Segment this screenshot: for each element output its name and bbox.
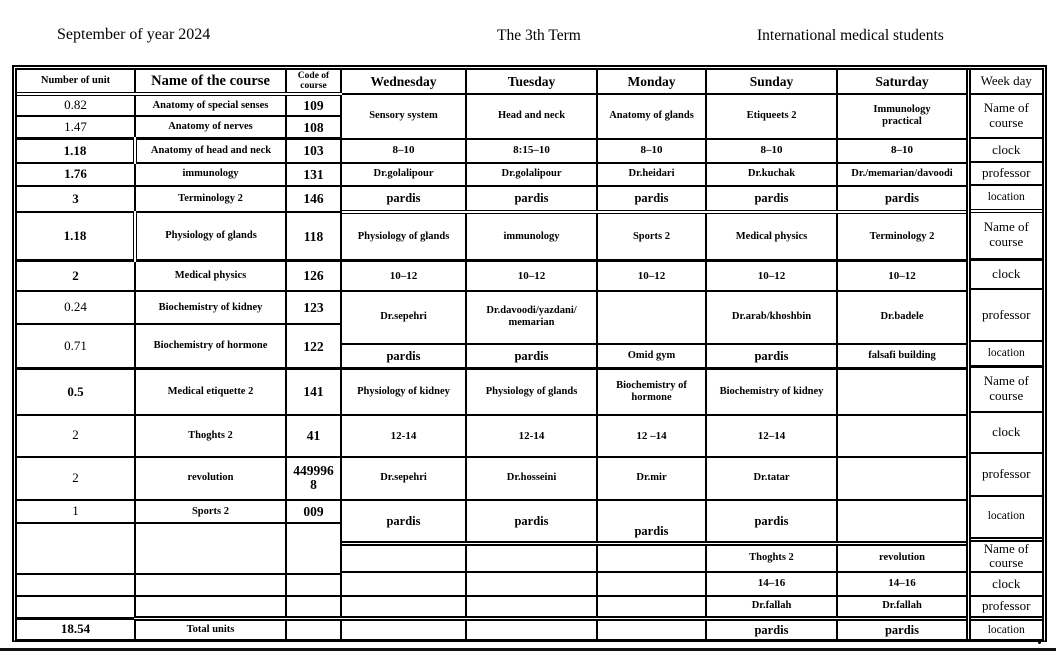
schedule-time-cell: 8–10 (597, 139, 706, 163)
schedule-time-cell: 10–12 (837, 261, 966, 291)
title-term: The 3th Term (497, 27, 581, 44)
schedule-professor-cell: Dr.tatar (706, 457, 837, 500)
weekday-label-location: location (969, 618, 1042, 639)
schedule-location-cell (837, 500, 966, 543)
course-name-cell: Physiology of glands (135, 212, 286, 260)
schedule-professor-cell: Dr.davoodi/yazdani/ memarian (466, 291, 597, 343)
unit-value-cell: 2 (17, 457, 135, 500)
schedule-course-cell: Terminology 2 (837, 212, 966, 260)
schedule-location-cell: pardis (837, 618, 966, 639)
schedule-professor-cell: Dr.badele (837, 291, 966, 343)
schedule-professor-cell: Dr.golalipour (466, 163, 597, 186)
schedule-location-cell: pardis (597, 186, 706, 212)
col-header-course-code: Code of course (286, 70, 341, 94)
schedule-location-cell: pardis (342, 186, 466, 212)
schedule-location-cell: Omid gym (597, 344, 706, 369)
schedule-time-cell: 10–12 (466, 261, 597, 291)
schedule-professor-cell: Dr.heidari (597, 163, 706, 186)
schedule-table (342, 70, 966, 639)
unit-value-cell: 0.5 (17, 369, 135, 415)
schedule-time-cell: 8:15–10 (466, 139, 597, 163)
col-header-unit: Number of unit (17, 70, 135, 94)
course-name-cell: Medical etiquette 2 (135, 369, 286, 415)
schedule-professor-cell: Dr.arab/khoshbin (706, 291, 837, 343)
col-header-saturday: Saturday (837, 70, 966, 94)
schedule-professor-cell: Dr.kuchak (706, 163, 837, 186)
course-code-cell: 41 (286, 415, 341, 456)
col-header-sunday: Sunday (706, 70, 837, 94)
weekday-label-name: Name of course (969, 211, 1042, 259)
course-code-cell: 122 (286, 324, 341, 368)
weekday-label-location: location (969, 496, 1042, 539)
schedule-time-cell (342, 572, 466, 596)
weekday-label-table (966, 70, 1042, 639)
schedule-professor-cell: Dr.fallah (837, 596, 966, 618)
course-name-cell: Sports 2 (135, 500, 286, 523)
empty-cell (17, 596, 135, 618)
schedule-time-cell: 10–12 (597, 261, 706, 291)
course-code-cell: 103 (286, 139, 341, 163)
timetable (12, 65, 1047, 642)
schedule-professor-cell (342, 596, 466, 618)
schedule-time-cell: 12 –14 (597, 415, 706, 456)
unit-value-cell: 1.18 (17, 212, 135, 260)
weekday-label-professor: professor (969, 596, 1042, 618)
schedule-time-cell: 10–12 (342, 261, 466, 291)
course-name-cell: Biochemistry of hormone (135, 324, 286, 368)
weekday-label-clock: clock (969, 138, 1042, 162)
total-units-label: Total units (135, 618, 286, 639)
schedule-location-cell: pardis (706, 186, 837, 212)
unit-value-cell: 2 (17, 261, 135, 291)
course-code-cell: 141 (286, 369, 341, 415)
schedule-time-cell (837, 415, 966, 456)
schedule-course-cell: Biochemistry of hormone (597, 369, 706, 415)
schedule-course-cell (597, 543, 706, 571)
unit-value-cell: 2 (17, 415, 135, 456)
col-header-course-name: Name of the course (135, 70, 286, 94)
schedule-course-cell: Head and neck (466, 94, 597, 138)
schedule-course-cell: Sensory system (342, 94, 466, 138)
schedule-course-cell: Thoghts 2 (706, 543, 837, 571)
schedule-course-cell: Physiology of glands (466, 369, 597, 415)
stray-dot-artifact (1038, 641, 1041, 644)
schedule-location-cell: pardis (706, 618, 837, 639)
title-date: September of year 2024 (57, 26, 211, 43)
weekday-label-professor: professor (969, 289, 1042, 341)
unit-value-cell: 1.47 (17, 116, 135, 138)
schedule-location-cell: pardis (706, 500, 837, 543)
schedule-location-cell: pardis (342, 500, 466, 543)
schedule-course-cell: Medical physics (706, 212, 837, 260)
weekday-label-name: Name of course (969, 94, 1042, 138)
unit-value-cell: 0.24 (17, 291, 135, 324)
col-header-tuesday: Tuesday (466, 70, 597, 94)
schedule-location-cell (466, 618, 597, 639)
schedule-time-cell (597, 572, 706, 596)
schedule-professor-cell: Dr./memarian/davoodi (837, 163, 966, 186)
unit-value-cell: 0.71 (17, 324, 135, 368)
schedule-location-cell (342, 618, 466, 639)
course-code-cell: 108 (286, 116, 341, 138)
schedule-professor-cell (466, 596, 597, 618)
empty-cell (17, 523, 135, 573)
schedule-location-cell: pardis (706, 344, 837, 369)
course-name-cell: immunology (135, 163, 286, 186)
schedule-course-cell: Biochemistry of kidney (706, 369, 837, 415)
weekday-label-clock: clock (969, 259, 1042, 289)
schedule-professor-cell: Dr.sepehri (342, 457, 466, 500)
schedule-professor-cell (597, 291, 706, 343)
schedule-professor-cell: Dr.golalipour (342, 163, 466, 186)
schedule-course-cell: Etiqueets 2 (706, 94, 837, 138)
schedule-course-cell (342, 543, 466, 571)
schedule-time-cell: 14–16 (837, 572, 966, 596)
course-code-cell: 109 (286, 94, 341, 116)
course-code-cell: 126 (286, 261, 341, 291)
empty-cell (135, 596, 286, 618)
schedule-course-cell: revolution (837, 543, 966, 571)
empty-cell (286, 574, 341, 596)
empty-cell (17, 574, 135, 596)
empty-cell (135, 574, 286, 596)
schedule-professor-cell: Dr.hosseini (466, 457, 597, 500)
schedule-course-cell: immunology (466, 212, 597, 260)
course-name-cell: Anatomy of special senses (135, 94, 286, 116)
unit-value-cell: 3 (17, 186, 135, 212)
schedule-time-cell: 8–10 (706, 139, 837, 163)
weekday-label-professor: professor (969, 453, 1042, 496)
schedule-location-cell: pardis (466, 344, 597, 369)
course-name-cell: Medical physics (135, 261, 286, 291)
unit-value-cell: 1.18 (17, 139, 135, 163)
col-header-monday: Monday (597, 70, 706, 94)
empty-cell (286, 523, 341, 573)
title-students: International medical students (757, 27, 944, 44)
schedule-course-cell: Anatomy of glands (597, 94, 706, 138)
schedule-course-cell (837, 369, 966, 415)
schedule-course-cell: Physiology of glands (342, 212, 466, 260)
schedule-course-cell: Immunology practical (837, 94, 966, 138)
weekday-label-clock: clock (969, 412, 1042, 453)
schedule-time-cell: 10–12 (706, 261, 837, 291)
empty-cell (135, 523, 286, 573)
unit-value-cell: 1 (17, 500, 135, 523)
unit-value-cell: 1.76 (17, 163, 135, 186)
weekday-label-name: Name of course (969, 366, 1042, 412)
course-code-cell: 009 (286, 500, 341, 523)
unit-value-cell: 0.82 (17, 94, 135, 116)
col-header-weekday: Week day (969, 70, 1042, 94)
course-code-cell: 146 (286, 186, 341, 212)
course-code-cell: 4499968 (286, 457, 341, 500)
schedule-time-cell: 8–10 (837, 139, 966, 163)
schedule-professor-cell (837, 457, 966, 500)
schedule-time-cell: 8–10 (342, 139, 466, 163)
schedule-professor-cell: Dr.sepehri (342, 291, 466, 343)
weekday-label-location: location (969, 185, 1042, 211)
schedule-location-cell (597, 618, 706, 639)
schedule-location-cell: pardis (342, 344, 466, 369)
schedule-course-cell (466, 543, 597, 571)
course-code-cell: 123 (286, 291, 341, 324)
weekday-label-professor: professor (969, 162, 1042, 185)
schedule-location-cell: pardis (466, 500, 597, 543)
schedule-location-cell: falsafi building (837, 344, 966, 369)
empty-cell (286, 618, 341, 639)
weekday-label-clock: clock (969, 572, 1042, 596)
schedule-time-cell: 14–16 (706, 572, 837, 596)
schedule-location-cell: pardis (466, 186, 597, 212)
empty-cell (286, 596, 341, 618)
course-name-cell: Biochemistry of kidney (135, 291, 286, 324)
course-code-cell: 131 (286, 163, 341, 186)
course-list-table (17, 70, 342, 639)
course-name-cell: Thoghts 2 (135, 415, 286, 456)
total-units-value: 18.54 (17, 618, 135, 639)
schedule-course-cell: Physiology of kidney (342, 369, 466, 415)
course-name-cell: revolution (135, 457, 286, 500)
weekday-label-name: Name of course (969, 539, 1042, 572)
weekday-label-location: location (969, 341, 1042, 366)
course-name-cell: Anatomy of head and neck (135, 139, 286, 163)
schedule-professor-cell: Dr.fallah (706, 596, 837, 618)
schedule-time-cell: 12-14 (342, 415, 466, 456)
schedule-professor-cell (597, 596, 706, 618)
schedule-time-cell (466, 572, 597, 596)
schedule-location-cell: pardis (597, 500, 706, 543)
course-code-cell: 118 (286, 212, 341, 260)
col-header-wednesday: Wednesday (342, 70, 466, 94)
schedule-course-cell: Sports 2 (597, 212, 706, 260)
course-name-cell: Terminology 2 (135, 186, 286, 212)
schedule-location-cell: pardis (837, 186, 966, 212)
schedule-time-cell: 12–14 (706, 415, 837, 456)
schedule-time-cell: 12-14 (466, 415, 597, 456)
course-name-cell: Anatomy of nerves (135, 116, 286, 138)
schedule-professor-cell: Dr.mir (597, 457, 706, 500)
